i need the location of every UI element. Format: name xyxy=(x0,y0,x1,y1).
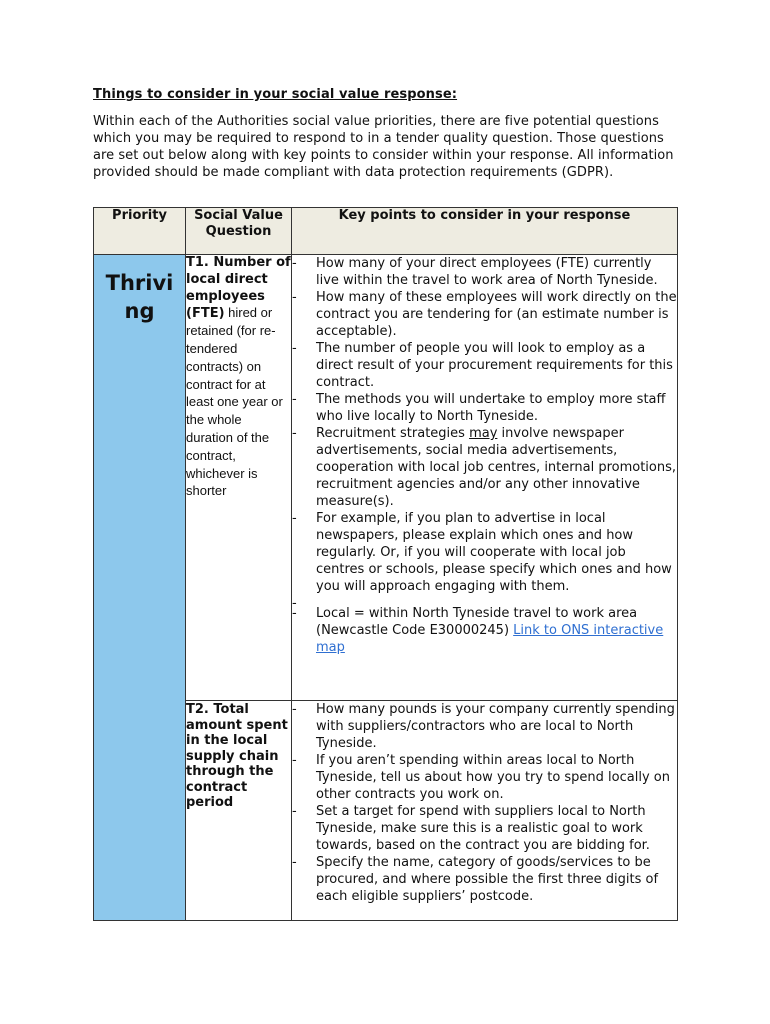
question-t2 xyxy=(186,702,291,811)
priority-label: Thriving xyxy=(105,271,174,323)
ons-map-link[interactable]: Link to ONS interactive map xyxy=(316,623,664,655)
list-item: - The methods you will undertake to employ more staff who live locally to North Tyneside. xyxy=(292,391,677,425)
intro-paragraph: Within each of the Authorities social value priorities, there are five potential questions which you may be required to respond to in a tender quality question. Those questions are set out below along with key points to consider within your response. All information provided should be made compliant with data protection requirements (GDPR). xyxy=(93,114,674,180)
social-value-table xyxy=(93,207,678,921)
priority-cell xyxy=(94,255,186,921)
point-text: involve newspaper advertisements, social media advertisements, cooperation with local job centres, internal promotions, recruitment agencies and/or any other innovative measure(s). xyxy=(316,426,677,509)
point-text: Recruitment strategies xyxy=(316,426,470,441)
keypoints-list xyxy=(292,255,677,656)
header-priority: Priority xyxy=(94,208,186,255)
page-heading: Things to consider in your social value response: xyxy=(93,87,458,102)
list-item xyxy=(292,605,677,656)
keypoints-cell xyxy=(292,255,678,701)
list-item xyxy=(292,425,677,510)
question-t1-plain: hired or retained (for re-tendered contracts) on contract for at least one year or the whole duration of the contract, whichever is shorter xyxy=(186,305,283,499)
point-text-underlined: may xyxy=(469,426,498,441)
question-t1 xyxy=(186,255,291,501)
list-item: - How many of these employees will work directly on the contract you are tendering for (an estimate number is acceptable). xyxy=(292,289,677,340)
list-item: - The number of people you will look to employ as a direct result of your procurement requirements for this contract. xyxy=(292,340,677,391)
header-question: Social Value Question xyxy=(186,208,292,255)
list-item: - How many of your direct employees (FTE) currently live within the travel to work area of North Tyneside. xyxy=(292,255,677,289)
list-item: - For example, if you plan to advertise in local newspapers, please explain which ones and how regularly. Or, if you will cooperate with local job centres or schools, please specify which ones and how you will approach engaging with them. xyxy=(292,510,677,595)
keypoints-cell xyxy=(292,701,678,921)
list-item: - Set a target for spend with suppliers local to North Tyneside, make sure this is a realistic goal to work towards, based on the contract you are bidding for. xyxy=(292,803,677,854)
question-cell xyxy=(186,701,292,921)
list-item: - How many pounds is your company currently spending with suppliers/contractors who are local to North Tyneside. xyxy=(292,701,677,752)
list-item: - If you aren’t spending within areas local to North Tyneside, tell us about how you try to spend locally on other contracts you work on. xyxy=(292,752,677,803)
list-spacer xyxy=(292,595,677,605)
question-t2-bold: T2. Total amount spent in the local supply chain through the contract period xyxy=(186,702,288,810)
question-cell xyxy=(186,255,292,701)
header-keypoints: Key points to consider in your response xyxy=(292,208,678,255)
point-text: Local = within North Tyneside travel to work area (Newcastle Code E30000245) xyxy=(316,606,638,638)
keypoints-list xyxy=(292,701,677,905)
question-t1-bold: T1. Number of local direct employees (FTE) xyxy=(186,255,291,322)
table-header-row xyxy=(94,208,678,255)
list-item: - Specify the name, category of goods/services to be procured, and where possible the first three digits of each eligible suppliers’ postcode. xyxy=(292,854,677,905)
table-row xyxy=(94,255,678,701)
